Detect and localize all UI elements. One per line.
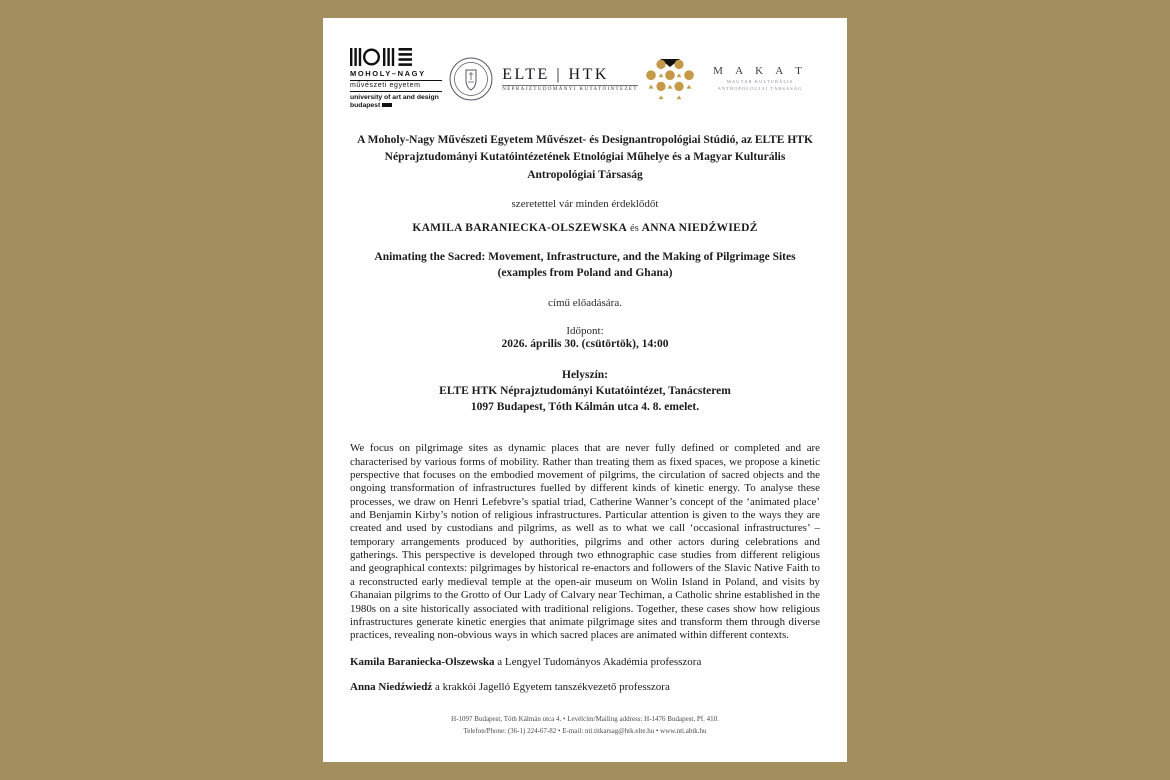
announcement-page [323,18,847,762]
elte-htk-logo [448,56,694,102]
elte-logo-text [502,66,638,92]
speaker-bio-2 [350,681,820,693]
elte-seal-icon [448,56,494,102]
organizers-heading [350,132,820,184]
venue-line1: ELTE HTK Néprajztudományi Kutatóintézet, Tanácsterem [439,385,731,398]
makat-logo-subtitle [700,79,820,93]
mome-logo-endbar [382,103,392,107]
footer-phone-email-line: Telefon/Phone: (36-1) 224-67-82 • E-mail: nti.titkarsag@htk.elte.hu • www.nti.abtk.hu [463,726,707,735]
makat-logo [700,65,820,93]
bio-name-2: Anna Niedźwiedź [350,680,433,693]
elte-logo-title: ELTE | HTK [502,66,609,83]
makat-logo-title: M A K A T [713,65,807,78]
talk-title [350,249,820,282]
time-label: Időpont: [566,325,604,338]
speakers-line [350,222,820,234]
talk-title-line2: (examples from Poland and Ghana) [497,267,673,280]
footer-contact [350,713,820,738]
elte-logo-subtitle: NÉPRAJZTUDOMÁNYI KUTATÓINTÉZET [502,87,638,92]
footer-address-line: H-1097 Budapest, Tóth Kálmán utca 4. • Levélcím/Mailing address: H-1476 Budapest, Pf. 410. [451,714,719,723]
invitation-text: szeretettel vár minden érdeklődőt [511,197,659,210]
speaker-name-2: ANNA NIEDŹWIEDŹ [641,221,758,234]
organizers-line: A Moholy-Nagy Művészeti Egyetem Művészet- és Designantropológiai Stúdió, az ELTE HTK [357,134,813,146]
bio-text-1: a Lengyel Tudományos Akadémia professzora [497,655,702,668]
bio-name-1: Kamila Baraniecka-Olszewska [350,655,495,668]
mome-logo-line3: university of art and design budapest [350,93,439,109]
speaker-name-1: KAMILA BARANIECKA-OLSZEWSKA [412,221,628,234]
speakers-connector: és [630,222,639,234]
time-value: 2026. április 30. (csütörtök), 14:00 [501,338,669,351]
talk-suffix: című előadására. [548,297,622,310]
mome-logo-icon [350,48,412,66]
bio-text-2: a krakkói Jagelló Egyetem tanszékvezető professzora [434,680,670,693]
organizers-line: Antropológiai Társaság [527,168,643,181]
makat-sub-line1: MAGYAR KULTURÁLIS [726,79,794,85]
venue-line2: 1097 Budapest, Tóth Kálmán utca 4. 8. emelet. [470,401,700,414]
talk-title-line1: Animating the Sacred: Movement, Infrastructure, and the Making of Pilgrimage Sites [374,250,796,263]
gold-drops-icon [646,57,694,101]
abstract-paragraph: We focus on pilgrimage sites as dynamic places that are never fully defined or completed and are characterised by various forms of mobility. Rather than treating them as fixed spaces, we propose a kinetic perspective that focuses on the embodied movement of pilgrims, the circulation of sacred objects and the ongoing transformation of infrastructures fuelled by different kinds of kinetic energy. To analyse these processes, we draw on Henri Lefebvre’s spatial triad, Catherine Wanner’s concept of the ‘animated place’ and Benjamin Kirby’s notion of religious infrastructures. Particular attention is given to the ways they are created and used by custodians and pilgrims, as well as to what we call ‘occasional infrastructures’ – temporary arrangements produced by authorities, pilgrims and other actors during celebrations and gatherings. This perspective is developed through two ethnographic case studies from different religious and geographical contexts: pilgrimages by historical re-enactors and followers of the Slavic Native Faith to a reconstructed early medieval temple at the open-air museum on Wolin Island in Poland, and visits by Ghanaian pilgrims to the Grotto of Our Lady of Calvary near Techiman, a Catholic shrine established in the 1980s on a site historically associated with traditional religions. Together, these cases show how religious infrastructures generate kinetic energies that animate pilgrimage sites and transform them through diverse practices, revealing non-obvious ways in which sacred places are animated within different contexts. [350,442,820,642]
logo-row [350,48,820,110]
organizers-line: Néprajztudományi Kutatóintézetének Etnológiai Műhelye és a Magyar Kulturális [384,151,786,164]
speaker-bio-1 [350,656,820,668]
makat-sub-line2: ANTROPOLÓGIAI TÁRSASÁG [717,86,803,91]
venue-label: Helyszín: [562,369,608,382]
mome-logo [350,48,442,111]
mome-logo-name: MOHOLY–NAGY [350,69,442,81]
mome-logo-line2: művészeti egyetem [350,81,442,92]
venue-block [350,367,820,415]
